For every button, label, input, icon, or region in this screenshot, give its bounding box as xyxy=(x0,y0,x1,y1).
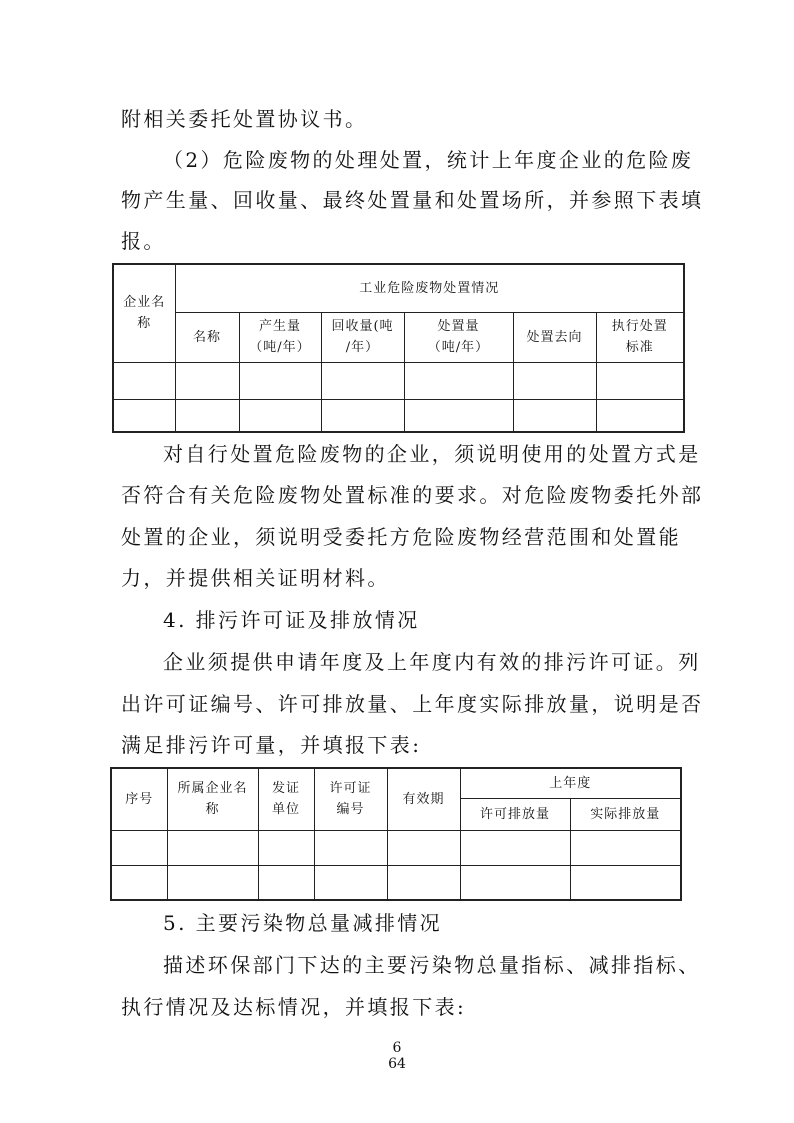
table-row xyxy=(113,399,684,432)
hazardous-waste-table xyxy=(112,263,685,433)
header-last-year: 上年度 xyxy=(460,768,681,798)
paragraph-line: 满足排污许可量，并填报下表: xyxy=(121,733,422,757)
header-permitted-emission: 许可排放量 xyxy=(460,798,570,830)
header-permit-number: 许可证 编号 xyxy=(314,768,387,830)
table-row xyxy=(111,865,681,900)
header-disposed-amount: 处置量 （吨/年） xyxy=(404,312,513,362)
header-recovered-amount: 回收量(吨 /年） xyxy=(321,312,404,362)
page-number: 6 xyxy=(392,1040,402,1056)
paragraph-line: （2）危险废物的处理处置，统计上年度企业的危险废 xyxy=(163,148,694,172)
paragraph-line: 处置的企业，须说明受委托方危险废物经营范围和处置能 xyxy=(121,525,681,549)
paragraph-line: 对自行处置危险废物的企业，须说明使用的处置方式是 xyxy=(163,442,701,466)
table-row xyxy=(113,362,684,399)
paragraph-line: 物产生量、回收量、最终处置量和处置场所，并参照下表填 xyxy=(121,188,704,212)
paragraph-line: 力，并提供相关证明材料。 xyxy=(121,566,390,590)
page-number-total: 64 xyxy=(388,1056,406,1072)
header-name: 名称 xyxy=(175,312,239,362)
header-serial-number: 序号 xyxy=(111,768,167,830)
section-heading: 4. 排污许可证及排放情况 xyxy=(163,608,420,632)
header-company-name: 企业名 称 xyxy=(113,264,175,362)
header-disposal-standard: 执行处置 标准 xyxy=(596,312,684,362)
header-company-name: 所属企业名 称 xyxy=(167,768,258,830)
paragraph-line: 企业须提供申请年度及上年度内有效的排污许可证。列 xyxy=(163,650,701,674)
paragraph-line: 报。 xyxy=(121,229,166,253)
header-actual-emission: 实际排放量 xyxy=(570,798,681,830)
table-row xyxy=(111,830,681,865)
header-validity-period: 有效期 xyxy=(387,768,460,830)
header-generated-amount: 产生量 （吨/年） xyxy=(239,312,321,362)
paragraph-line: 否符合有关危险废物处置标准的要求。对危险废物委托外部 xyxy=(121,483,704,507)
paragraph-line: 执行情况及达标情况，并填报下表: xyxy=(121,995,467,1019)
paragraph-line: 附相关委托处置协议书。 xyxy=(121,107,368,131)
header-hazardous-waste-disposal: 工业危险废物处置情况 xyxy=(175,264,684,312)
paragraph-line: 描述环保部门下达的主要污染物总量指标、减排指标、 xyxy=(163,953,701,977)
header-issuing-authority: 发证 单位 xyxy=(258,768,314,830)
discharge-permit-table xyxy=(110,767,682,901)
paragraph-line: 出许可证编号、许可排放量、上年度实际排放量，说明是否 xyxy=(121,692,704,716)
header-disposal-destination: 处置去向 xyxy=(513,312,596,362)
section-heading: 5. 主要污染物总量减排情况 xyxy=(163,911,443,935)
